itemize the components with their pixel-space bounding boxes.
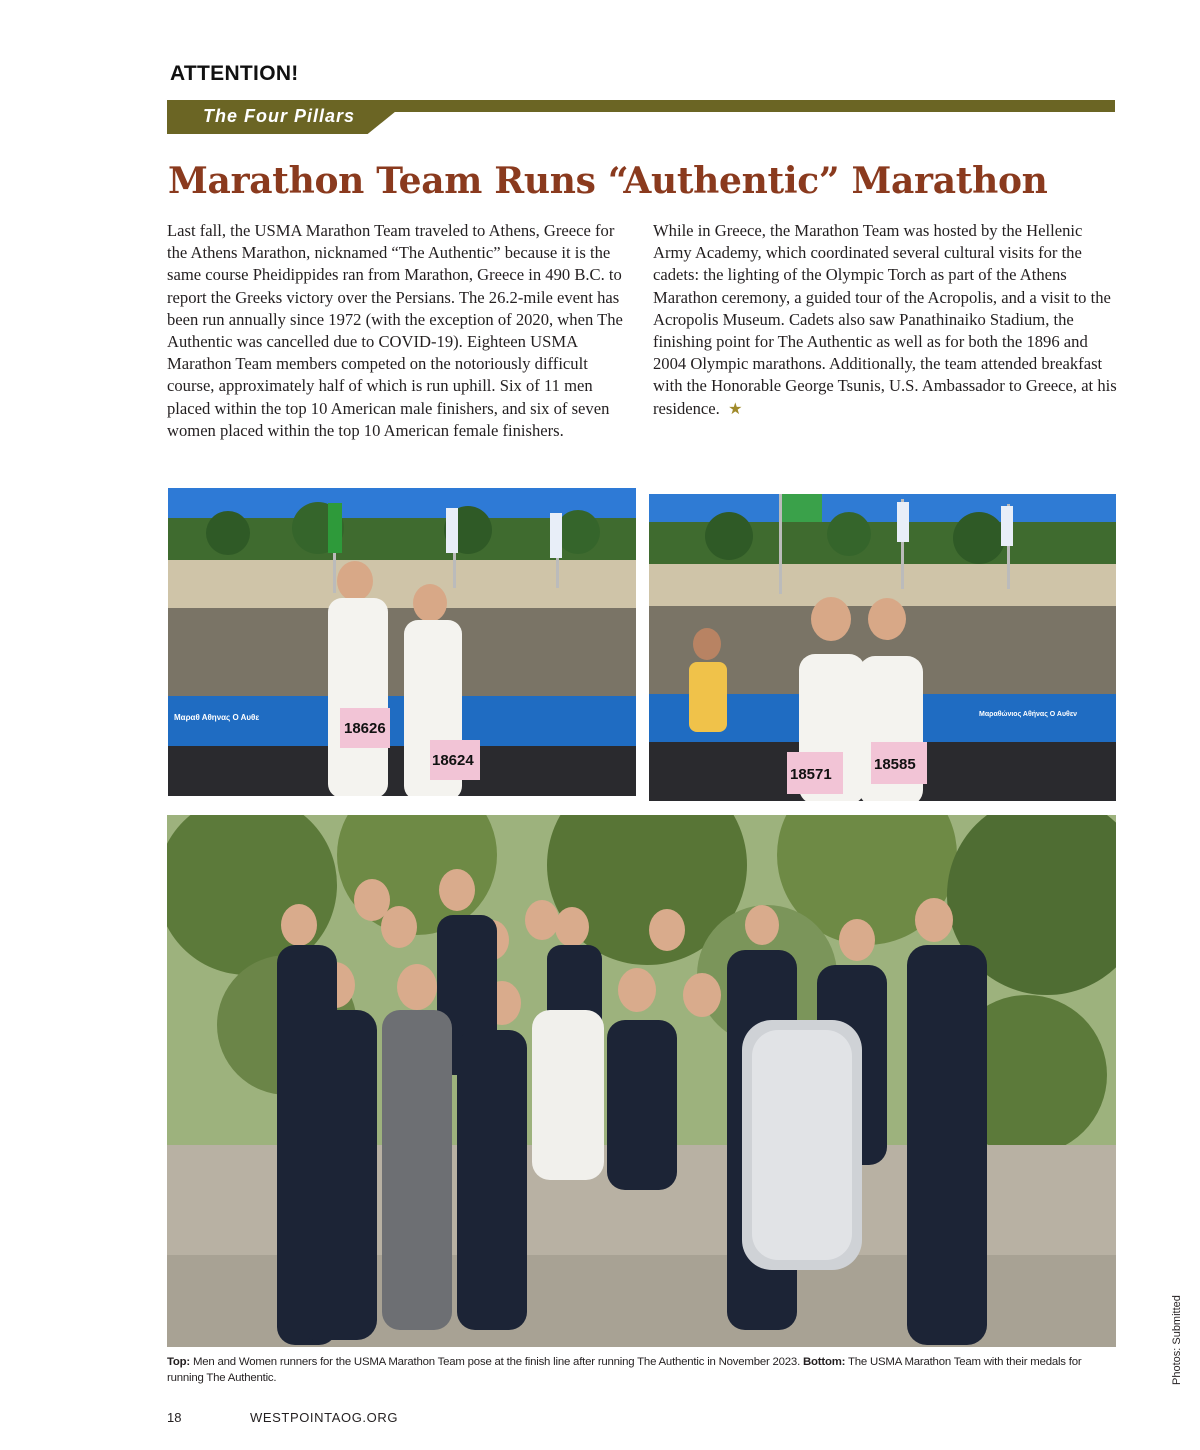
bib-18585: 18585 <box>874 756 916 773</box>
caption-bottom-label: Bottom: <box>803 1356 846 1368</box>
article-column-right-text: While in Greece, the Marathon Team was hosted by the Hellenic Army Academy, which coordinated several cultural visits for the cadets: the lighting of the Olympic Torch as part of the Athens Marathon ceremony, a guided tour of the Acropolis, and a visit to the Acropolis Museum. Cadets also saw Panathinaiko Stadium, the finishing point for The Authentic as well as for both the 1896 and 2004 Olympic marathons. Additionally, the team attended breakfast with the Honorable George Tsunis, U.S. Ambassador to Greece, at his residence. <box>653 221 1117 418</box>
pillar-label: The Four Pillars <box>203 106 356 126</box>
article-headline: Marathon Team Runs “Authentic” Marathon <box>168 160 1048 202</box>
footer-site-link[interactable]: WESTPOINTAOG.ORG <box>250 1410 399 1425</box>
photo-men-finish <box>168 488 636 796</box>
stadium-sign-men: Μαραθ Αθηνας Ο Αυθε <box>174 713 260 722</box>
bib-18626: 18626 <box>344 720 386 737</box>
end-star-icon: ★ <box>728 400 743 418</box>
stadium-sign-women: Μαραθώνιος Αθήνας Ο Αυθεν <box>979 711 1078 718</box>
bib-18624: 18624 <box>432 752 474 769</box>
photo-team-group <box>167 815 1116 1347</box>
bib-18571: 18571 <box>790 766 832 783</box>
photo-caption <box>167 1354 1115 1386</box>
article-column-right <box>653 220 1118 421</box>
article-column-left: Last fall, the USMA Marathon Team traveled to Athens, Greece for the Athens Marathon, nicknamed “The Authentic” because it is the same course Pheidippides ran from Marathon, Greece in 490 B.C. to report the Greeks victory over the Persians. The 26.2-mile event has been run annually since 1972 (with the exception of 2020, when The Authentic was cancelled due to COVID-19). Eighteen USMA Marathon Team members competed on the notoriously difficult course, approximately half of which is run uphill. Six of 11 men placed within the top 10 American male finishers, and six of seven women placed within the top 10 American female finishers. <box>167 221 623 440</box>
photo-women-finish <box>649 494 1116 801</box>
caption-top-text: Men and Women runners for the USMA Marathon Team pose at the finish line after running The Authentic in November 2023. <box>190 1356 803 1368</box>
page-number: 18 <box>167 1410 182 1425</box>
pillar-banner <box>167 100 1115 134</box>
caption-bottom-text: The USMA Marathon Team with their medals for running The Authentic. <box>167 1356 1082 1384</box>
caption-top-label: Top: <box>167 1356 191 1368</box>
photo-credit: Photos: Submitted <box>1171 1295 1183 1385</box>
section-label: ATTENTION! <box>170 62 299 85</box>
